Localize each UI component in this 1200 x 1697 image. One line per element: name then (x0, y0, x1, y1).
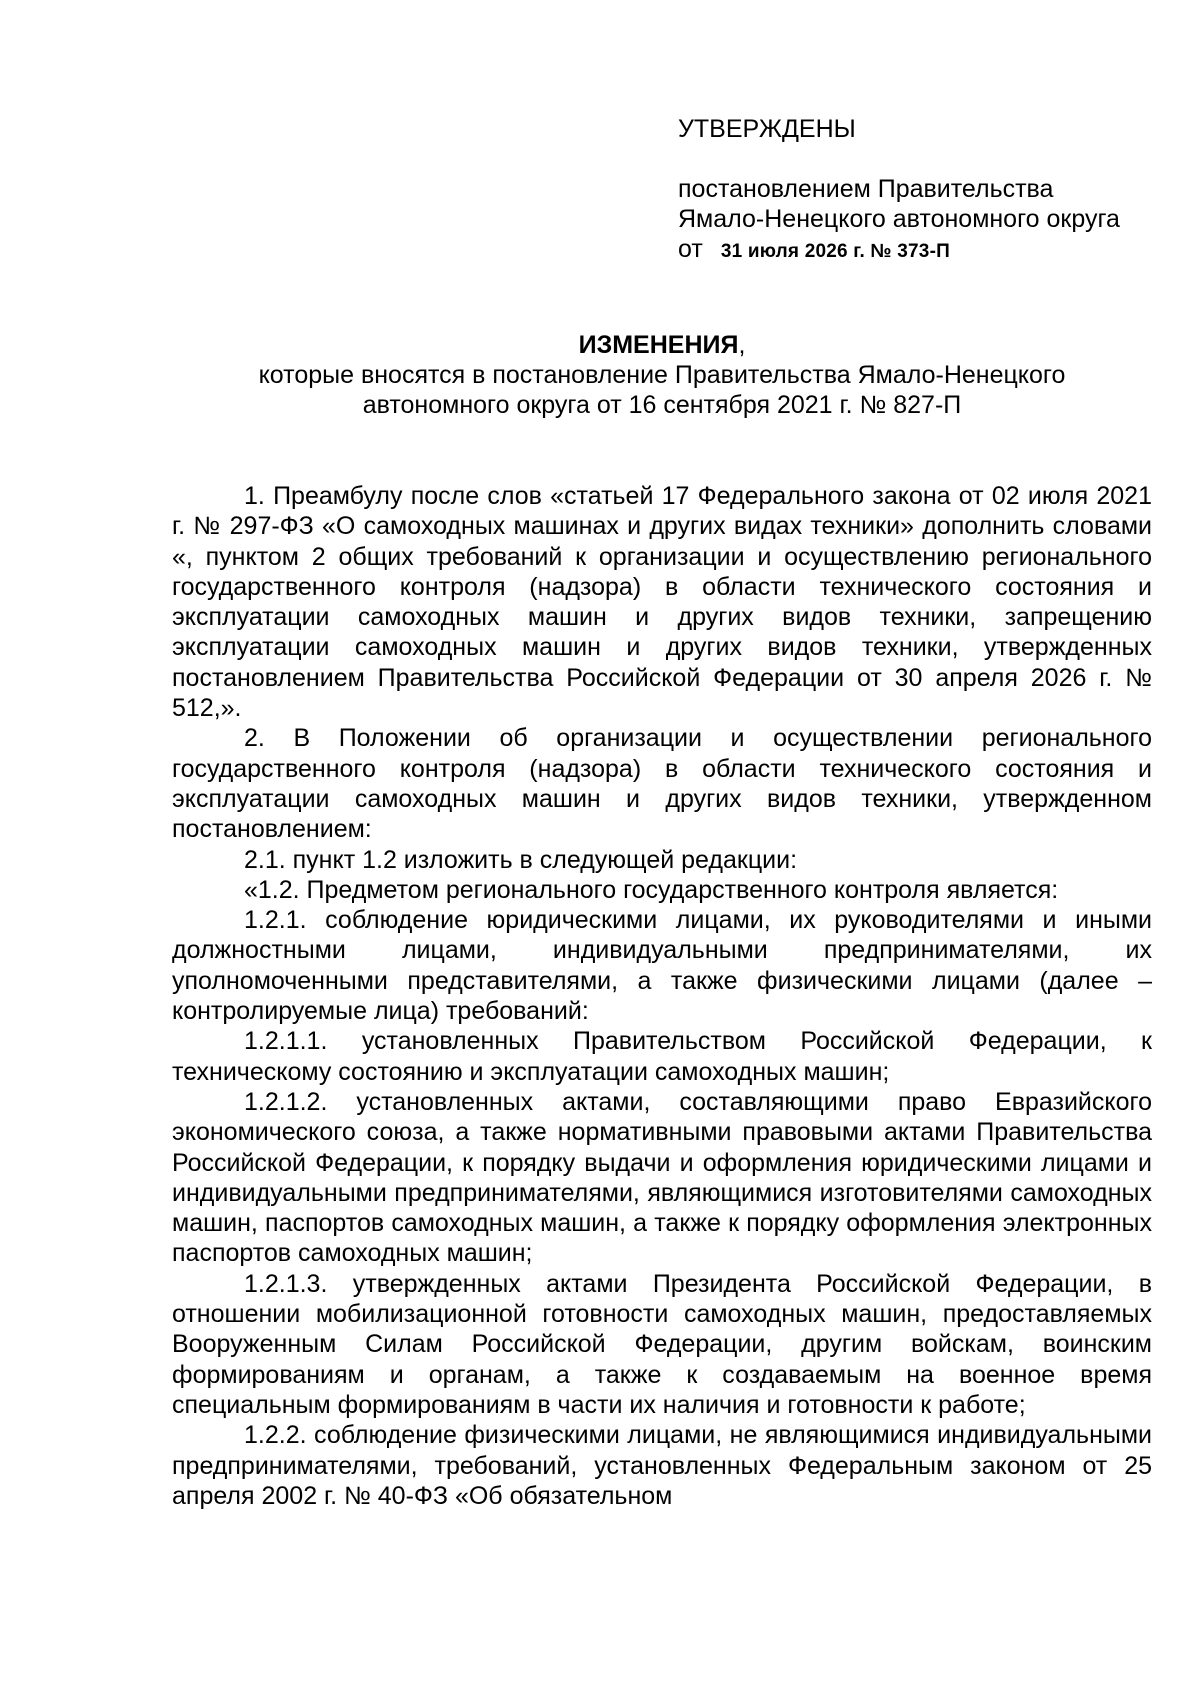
heading-title-line (172, 330, 1152, 360)
approval-date-value: 31 июля 2026 г. № 373-П (720, 241, 950, 262)
approval-date-prefix: от (678, 235, 703, 263)
approval-title: УТВЕРЖДЕНЫ (678, 115, 856, 143)
document-heading (172, 330, 1152, 420)
heading-subtitle-line-1: которые вносятся в постановление Правительства Ямало-Ненецкого (258, 361, 1066, 389)
paragraph-1-2-1: 1.2.1. соблюдение юридическими лицами, их руководителями и иными должностными лицами, индивидуальными предпринимателями, их уполномоченными представителями, а также физическими лицами (далее – контролируемые лица) требований: (172, 906, 1152, 1026)
paragraph-1: 1. Преамбулу после слов «статьей 17 Федерального закона от 02 июля 2021 г. № 297-ФЗ «О самоходных машинах и других видах техники» дополнить словами «, пунктом 2 общих требований к организации и осуществлению регионального государственного контроля (надзора) в области технического состояния и эксплуатации самоходных машин и других видов техники, запрещению эксплуатации самоходных машин и других видов техники, утвержденных постановлением Правительства Российской Федерации от 30 апреля 2026 г. № 512,». (172, 482, 1152, 723)
approval-line-2: Ямало-Ненецкого автономного округа (678, 205, 1120, 233)
heading-title-suffix: , (738, 331, 746, 359)
paragraph-1-2-2: 1.2.2. соблюдение физическими лицами, не являющимися индивидуальными предпринимателями, требований, установленных Федеральным законом от 25 апреля 2002 г. № 40-ФЗ «Об обязательном (172, 1421, 1152, 1510)
paragraph-2: 2. В Положении об организации и осуществлении регионального государственного контроля (надзора) в области технического состояния и эксплуатации самоходных машин и других видов техники, утвержденном постановлением: (172, 724, 1152, 844)
approval-line-1: постановлением Правительства (678, 175, 1054, 203)
approval-date-line (678, 234, 1158, 267)
paragraph-1-2-1-3: 1.2.1.3. утвержденных актами Президента Российской Федерации, в отношении мобилизационной готовности самоходных машин, предоставляемых Вооруженным Силам Российской Федерации, другим войскам, воинским формированиям и органам, а также к создаваемым на военное время специальным формированиям в части их наличия и готовности к работе; (172, 1269, 1152, 1419)
paragraph-1-2-1-1: 1.2.1.1. установленных Правительством Российской Федерации, к техническому состоянию и эксплуатации самоходных машин; (172, 1027, 1152, 1086)
heading-title: ИЗМЕНЕНИЯ (578, 331, 739, 359)
approval-stamp (678, 114, 1158, 267)
heading-subtitle-line-2: автономного округа от 16 сентября 2021 г. № 827-П (362, 391, 962, 419)
paragraph-1-2: «1.2. Предметом регионального государственного контроля является: (244, 875, 1059, 904)
paragraph-1-2-1-2: 1.2.1.2. установленных актами, составляющими право Евразийского экономического союза, а также нормативными правовыми актами Правительства Российской Федерации, к порядку выдачи и оформления юридическими лицами и индивидуальными предпринимателями, являющимися изготовителями самоходных машин, паспортов самоходных машин, а также к порядку оформления электронных паспортов самоходных машин; (172, 1087, 1152, 1268)
paragraph-2-1: 2.1. пункт 1.2 изложить в следующей редакции: (244, 845, 798, 874)
document-body (172, 481, 1152, 1511)
